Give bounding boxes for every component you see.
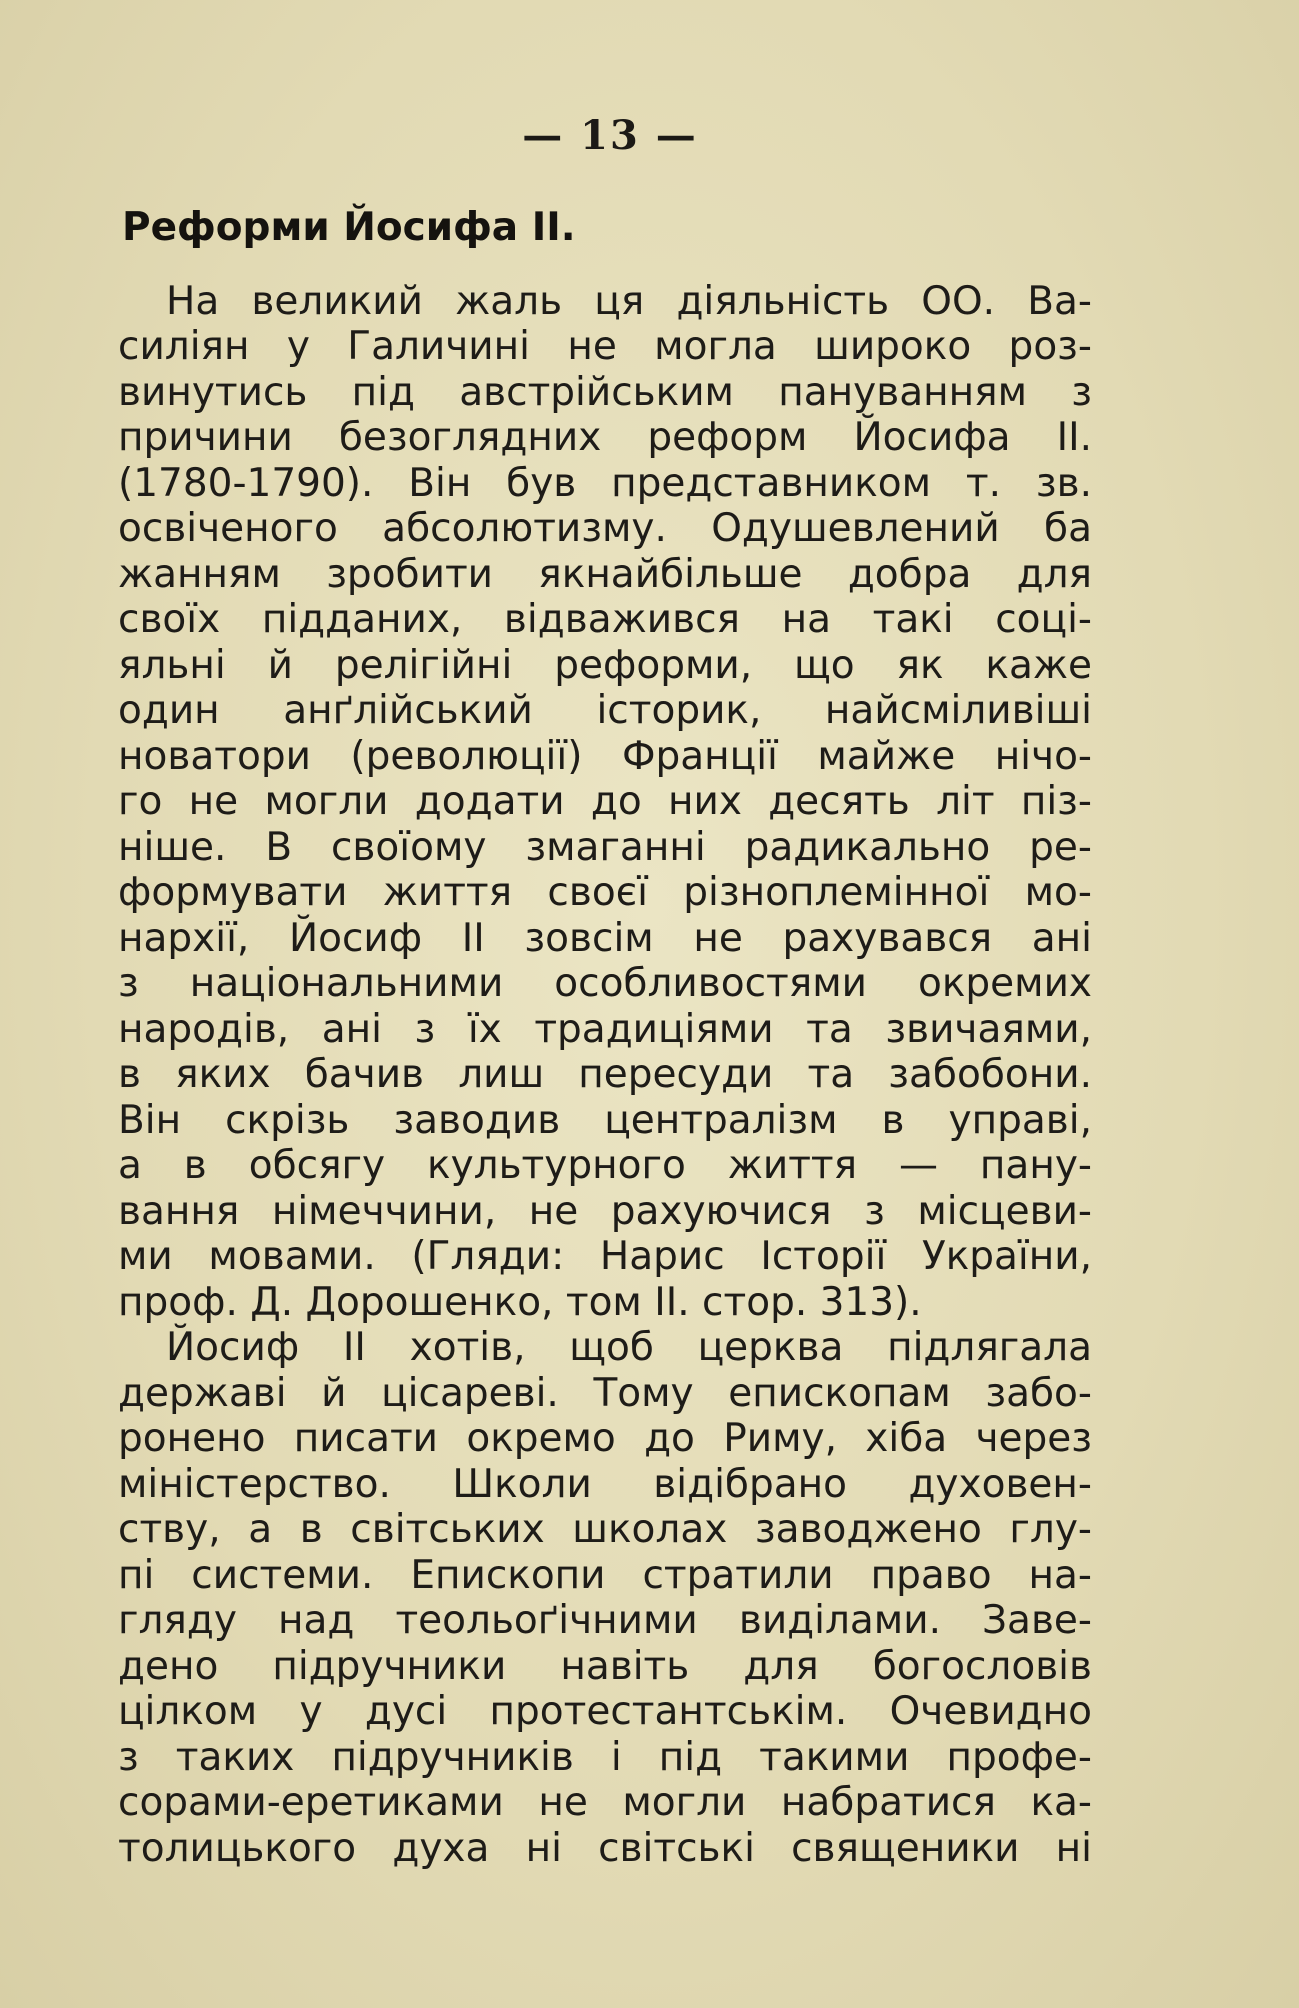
text-line: го не могли додати до них десять літ піз- [118,779,1092,824]
text-line: Йосиф II хотів, щоб церква підлягала [166,1325,1092,1370]
text-line: освіченого абсолютизму. Одушевлений ба [118,506,1092,551]
text-line: ніше. В своїому змаганні радикально ре- [118,824,1092,870]
text-line: народів, ані з їх традиціями та звичаями, [118,1006,1092,1052]
text-line: дено підручники навіть для богословів [118,1643,1092,1689]
text-line: На великий жаль ця діяльність ОО. Ва- [166,278,1092,324]
text-line: ронено писати окремо до Риму, хіба через [118,1416,1092,1461]
text-line: міністерство. Школи відібрано духовен- [118,1461,1092,1507]
text-line: в яких бачив лиш пересуди та забобони. [118,1052,1092,1097]
text-line: а в обсягу культурного життя — пану- [118,1143,1092,1188]
paragraph-1 [118,279,1092,1326]
text-line: формувати життя своєї різноплемінної мо- [118,870,1092,915]
text-line: державі й цісареві. Тому епископам забо- [118,1370,1092,1416]
text-line: ству, а в світських школах заводжено глу- [118,1507,1092,1552]
section-heading: Реформи Йосифа II. [122,205,576,250]
text-line: гляду над теольоґічними виділами. Заве- [118,1598,1092,1643]
text-line: причини безоглядних реформ Йосифа II. [118,415,1092,460]
page-number: — 13 — [522,112,698,159]
text-line: яльні й релігійні реформи, що як каже [118,642,1092,688]
text-line: з таких підручників і під такими профе- [118,1734,1092,1780]
text-line: новатори (революції) Франції майже нічо- [118,733,1092,779]
text-line: (1780-1790). Він був представником т. зв. [118,460,1092,506]
text-line: толицького духа ні світські священики ні [118,1825,1092,1871]
text-line: силіян у Галичині не могла широко роз- [118,324,1092,369]
text-line: винутись під австрійським пануванням з [118,369,1092,415]
text-line: пі системи. Епископи стратили право на- [118,1552,1092,1598]
text-line: нархії, Йосиф II зовсім не рахувався ані [118,915,1092,961]
text-line: один анґлійський історик, найсміливіші [118,688,1092,733]
paragraph-2 [118,1325,1092,1871]
body-text [118,205,1092,1871]
text-line: жанням зробити якнайбільше добра для [118,551,1092,597]
text-line: вання німеччини, не рахуючися з місцеви- [118,1188,1092,1234]
text-line: з національними особливостями окремих [118,961,1092,1006]
text-line: Він скрізь заводив централізм в управі, [118,1097,1092,1143]
text-line: ми мовами. (Гляди: Нарис Історії України, [118,1234,1092,1279]
text-line: проф. Д. Дорошенко, том II. стор. 313). [118,1279,922,1325]
text-line: своїх підданих, відважився на такі соці- [118,597,1092,642]
text-line: сорами-еретиками не могли набратися ка- [118,1780,1092,1825]
text-line: цілком у дусі протестантськім. Очевидно [118,1689,1092,1734]
